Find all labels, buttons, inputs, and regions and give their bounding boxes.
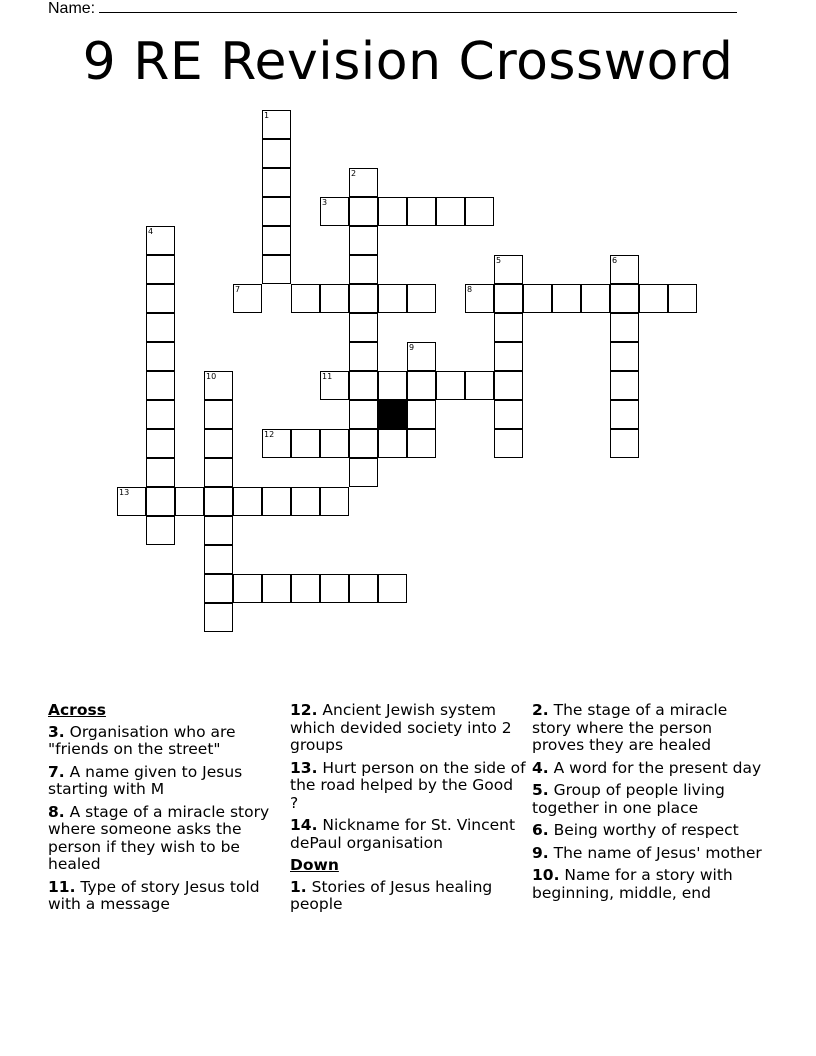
grid-cell[interactable] xyxy=(494,371,523,400)
page-title: 9 RE Revision Crossword xyxy=(82,32,734,92)
grid-cell[interactable] xyxy=(349,429,378,458)
grid-cell[interactable] xyxy=(610,284,639,313)
grid-cell[interactable] xyxy=(291,429,320,458)
grid-cell[interactable] xyxy=(378,429,407,458)
grid-cell[interactable] xyxy=(146,284,175,313)
clues-column-3 xyxy=(532,702,768,907)
grid-cell[interactable] xyxy=(349,400,378,429)
grid-cell[interactable] xyxy=(639,284,668,313)
grid-cell[interactable] xyxy=(320,487,349,516)
grid-cell[interactable] xyxy=(204,574,233,603)
grid-cell[interactable] xyxy=(610,371,639,400)
clue-down-5: 5. Group of people living together in one place xyxy=(532,781,725,817)
grid-cell[interactable] xyxy=(494,255,523,284)
grid-cell[interactable] xyxy=(146,400,175,429)
clue-number: 12 xyxy=(264,430,275,439)
grid-cell[interactable] xyxy=(494,284,523,313)
grid-cell[interactable] xyxy=(146,313,175,342)
grid-cell[interactable] xyxy=(349,168,378,197)
grid-cell[interactable] xyxy=(204,545,233,574)
clue-across-11: 11. Type of story Jesus told with a message xyxy=(48,877,260,913)
grid-cell[interactable] xyxy=(262,487,291,516)
clue-across-13: 13. Hurt person on the side of the road helped by the Good ? xyxy=(290,758,526,812)
grid-cell[interactable] xyxy=(465,371,494,400)
grid-cell[interactable] xyxy=(610,400,639,429)
grid-cell[interactable] xyxy=(349,284,378,313)
grid-cell[interactable] xyxy=(494,342,523,371)
grid-cell[interactable] xyxy=(349,197,378,226)
grid-cell[interactable] xyxy=(262,255,291,284)
grid-cell[interactable] xyxy=(407,284,436,313)
grid-cell[interactable] xyxy=(407,400,436,429)
clue-number: 6 xyxy=(612,256,618,265)
grid-cell[interactable] xyxy=(349,574,378,603)
grid-cell[interactable] xyxy=(291,487,320,516)
grid-cell[interactable] xyxy=(552,284,581,313)
grid-cell[interactable] xyxy=(291,574,320,603)
grid-cell[interactable] xyxy=(262,574,291,603)
grid-cell[interactable] xyxy=(523,284,552,313)
clue-across-12: 12. Ancient Jewish system which devided society into 2 groups xyxy=(290,701,512,754)
clue-down-6: 6. Being worthy of respect xyxy=(532,821,739,839)
grid-cell[interactable] xyxy=(262,139,291,168)
grid-cell[interactable] xyxy=(349,226,378,255)
grid-cell[interactable] xyxy=(465,284,494,313)
grid-cell[interactable] xyxy=(581,284,610,313)
grid-cell[interactable] xyxy=(146,458,175,487)
grid-cell[interactable] xyxy=(610,255,639,284)
grid-cell[interactable] xyxy=(204,487,233,516)
clue-across-7: 7. A name given to Jesus starting with M xyxy=(48,762,243,798)
clue-across-14: 14. Nickname for St. Vincent dePaul organisation xyxy=(290,816,516,852)
grid-cell[interactable] xyxy=(117,487,146,516)
grid-cell[interactable] xyxy=(175,487,204,516)
grid-cell[interactable] xyxy=(204,516,233,545)
grid-cell[interactable] xyxy=(349,458,378,487)
grid-cell[interactable] xyxy=(262,110,291,139)
grid-cell[interactable] xyxy=(146,226,175,255)
clues-column-2 xyxy=(290,702,526,919)
grid-cell[interactable] xyxy=(320,429,349,458)
grid-cell[interactable] xyxy=(610,342,639,371)
across-heading: Across xyxy=(48,701,106,719)
grid-cell[interactable] xyxy=(349,255,378,284)
grid-cell[interactable] xyxy=(204,429,233,458)
grid-cell[interactable] xyxy=(320,197,349,226)
grid-cell[interactable] xyxy=(407,371,436,400)
grid-cell[interactable] xyxy=(378,197,407,226)
clue-across-3: 3. Organisation who are "friends on the street" xyxy=(48,722,236,758)
clue-number: 9 xyxy=(409,343,415,352)
grid-cell[interactable] xyxy=(378,574,407,603)
grid-cell[interactable] xyxy=(407,429,436,458)
grid-cell[interactable] xyxy=(146,516,175,545)
clue-across-8: 8. A stage of a miracle story where someone asks the person if they wish to be healed xyxy=(48,802,270,873)
grid-cell[interactable] xyxy=(349,371,378,400)
clue-number: 7 xyxy=(235,285,241,294)
clue-number: 13 xyxy=(119,488,130,497)
grid-cell[interactable] xyxy=(262,168,291,197)
grid-cell[interactable] xyxy=(262,197,291,226)
grid-cell[interactable] xyxy=(436,371,465,400)
grid-cell[interactable] xyxy=(146,342,175,371)
grid-cell[interactable] xyxy=(204,371,233,400)
grid-cell[interactable] xyxy=(494,400,523,429)
clues-column-1 xyxy=(48,702,284,919)
grid-cell[interactable] xyxy=(146,487,175,516)
clue-down-9: 9. The name of Jesus' mother xyxy=(532,843,762,862)
grid-cell[interactable] xyxy=(494,313,523,342)
clue-down-1: 1. Stories of Jesus healing people xyxy=(290,877,493,913)
grid-cell[interactable] xyxy=(262,429,291,458)
grid-cell[interactable] xyxy=(320,574,349,603)
grid-cell[interactable] xyxy=(233,284,262,313)
grid-cell[interactable] xyxy=(204,603,233,632)
grid-cell[interactable] xyxy=(378,371,407,400)
grid-cell[interactable] xyxy=(407,342,436,371)
clue-number: 1 xyxy=(264,111,270,120)
blocked-cell xyxy=(378,400,407,429)
clue-number: 10 xyxy=(206,372,217,381)
grid-cell[interactable] xyxy=(146,429,175,458)
grid-cell[interactable] xyxy=(349,313,378,342)
grid-cell[interactable] xyxy=(291,284,320,313)
clue-number: 4 xyxy=(148,227,154,236)
grid-cell[interactable] xyxy=(407,197,436,226)
grid-cell[interactable] xyxy=(610,313,639,342)
clue-number: 11 xyxy=(322,372,333,381)
clue-down-2: 2. The stage of a miracle story where the person proves they are healed xyxy=(532,701,728,754)
grid-cell[interactable] xyxy=(204,458,233,487)
name-label: Name: xyxy=(48,0,96,17)
grid-cell[interactable] xyxy=(204,400,233,429)
grid-cell[interactable] xyxy=(494,429,523,458)
grid-cell[interactable] xyxy=(233,574,262,603)
grid-cell[interactable] xyxy=(465,197,494,226)
grid-cell[interactable] xyxy=(146,371,175,400)
grid-cell[interactable] xyxy=(378,284,407,313)
grid-cell[interactable] xyxy=(436,197,465,226)
grid-cell[interactable] xyxy=(668,284,697,313)
clue-number: 3 xyxy=(322,198,328,207)
clue-number: 5 xyxy=(496,256,502,265)
grid-cell[interactable] xyxy=(320,371,349,400)
clue-number: 2 xyxy=(351,169,357,178)
grid-cell[interactable] xyxy=(349,342,378,371)
grid-cell[interactable] xyxy=(262,226,291,255)
grid-cell[interactable] xyxy=(610,429,639,458)
clue-number: 8 xyxy=(467,285,473,294)
clue-down-10: 10. Name for a story with beginning, middle, end xyxy=(532,866,733,902)
down-heading: Down xyxy=(290,856,339,874)
grid-cell[interactable] xyxy=(320,284,349,313)
clue-down-4: 4. A word for the present day xyxy=(532,758,762,777)
grid-cell[interactable] xyxy=(146,255,175,284)
grid-cell[interactable] xyxy=(233,487,262,516)
